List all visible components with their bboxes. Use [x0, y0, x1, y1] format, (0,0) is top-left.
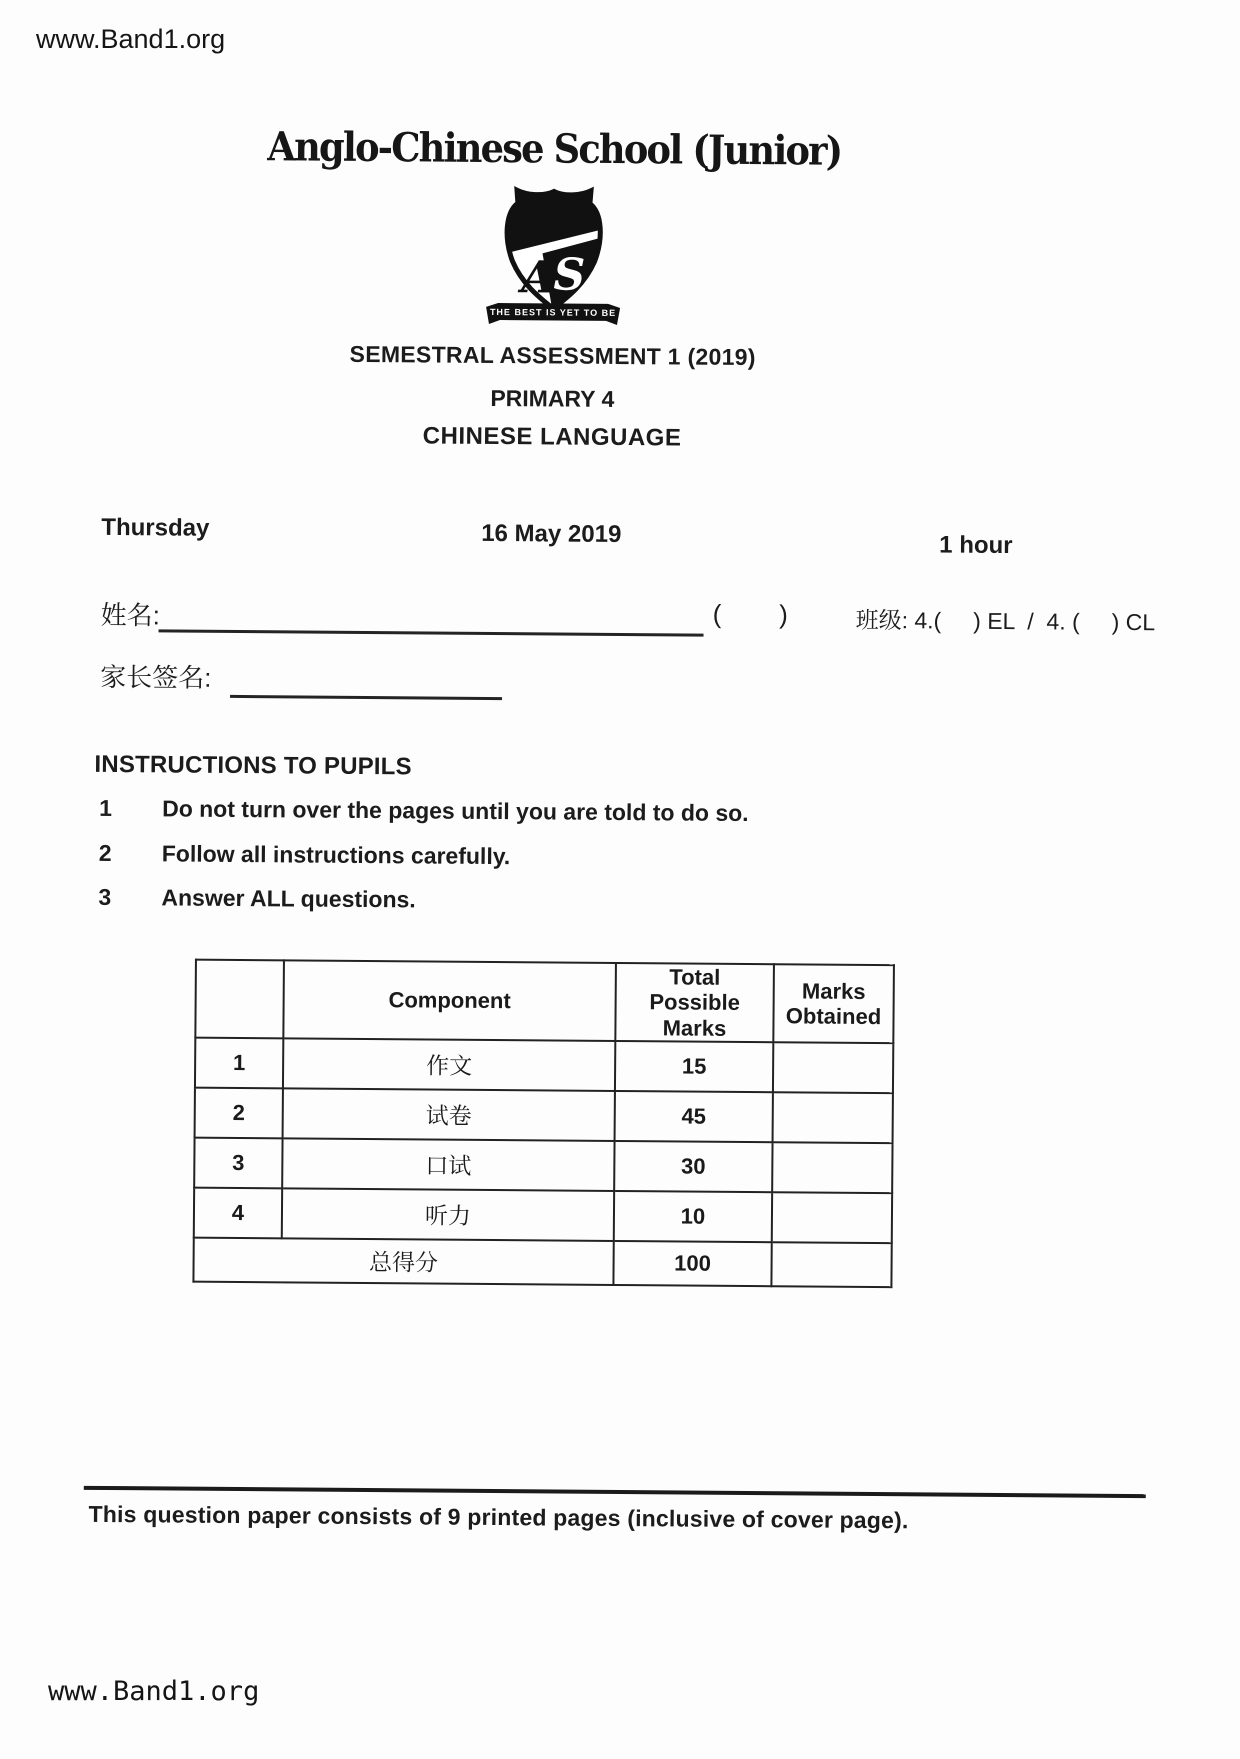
parent-signature-blank-line [230, 695, 502, 700]
marks-obtained-blank [773, 1042, 893, 1093]
component-name: 试卷 [283, 1088, 615, 1141]
total-score-value: 100 [613, 1241, 771, 1286]
total-possible-marks: 15 [615, 1041, 773, 1092]
school-crest-icon [468, 179, 639, 330]
class-label: 班级: 4.( ) EL / 4. ( ) CL [855, 606, 1156, 636]
exam-date: 16 May 2019 [481, 519, 622, 549]
total-possible-marks: 45 [615, 1091, 773, 1142]
instruction-number: 3 [98, 883, 112, 911]
marks-table [192, 959, 895, 1288]
instruction-text: Follow all instructions carefully. [161, 840, 511, 870]
header-component-cell: Component [283, 960, 616, 1040]
row-number: 4 [194, 1188, 282, 1239]
page-count-note: This question paper consists of 9 printed pages (inclusive of cover page). [88, 1500, 909, 1534]
instructions-title: INSTRUCTIONS TO PUPILS [94, 750, 412, 781]
marks-obtained-blank [773, 1092, 893, 1143]
subject-title: CHINESE LANGUAGE [422, 422, 682, 452]
component-name: 作文 [283, 1038, 615, 1091]
level-title: PRIMARY 4 [490, 384, 615, 412]
table-row [195, 1088, 893, 1143]
header-total-possible-cell: Total Possible Marks [615, 963, 774, 1042]
crest-motto: THE BEST IS YET TO BE [489, 306, 617, 318]
total-score-label: 总得分 [193, 1238, 613, 1285]
exam-duration: 1 hour [939, 531, 1013, 560]
assessment-title: SEMESTRAL ASSESSMENT 1 (2019) [349, 340, 756, 371]
instruction-number: 1 [99, 794, 113, 822]
component-name: 听力 [282, 1188, 614, 1241]
marks-obtained-blank [772, 1192, 892, 1243]
footer-divider [84, 1486, 1146, 1498]
parent-signature-label: 家长签名: [100, 661, 212, 693]
marks-obtained-blank [772, 1142, 892, 1193]
watermark-top: www.Band1.org [36, 24, 226, 54]
instruction-text: Do not turn over the pages until you are told to do so. [162, 795, 749, 827]
crest-initial-s: S [553, 249, 586, 301]
crest-initial-a: A [521, 252, 556, 304]
row-number: 1 [195, 1038, 283, 1089]
name-blank-line [159, 629, 704, 636]
register-number-brackets: ( ) [712, 598, 788, 630]
table-row [194, 1188, 892, 1243]
exam-day: Thursday [101, 513, 210, 542]
instruction-text: Answer ALL questions. [161, 884, 416, 913]
header-marks-obtained-cell: Marks Obtained [773, 964, 894, 1043]
total-possible-marks: 10 [614, 1191, 772, 1242]
name-label: 姓名: [100, 599, 161, 631]
watermark-bottom: www.Band1.org [48, 1676, 260, 1707]
table-row [195, 1038, 893, 1093]
header-index-cell [195, 960, 284, 1039]
table-total-row [193, 1238, 891, 1287]
instruction-number: 2 [98, 839, 112, 867]
school-name: Anglo-Chinese School (Junior) [267, 123, 842, 175]
table-row [194, 1138, 892, 1193]
component-name: 口试 [282, 1138, 614, 1191]
row-number: 3 [194, 1138, 282, 1189]
marks-obtained-blank [771, 1242, 891, 1287]
table-header-row [195, 960, 894, 1043]
total-possible-marks: 30 [614, 1141, 772, 1192]
row-number: 2 [195, 1088, 283, 1139]
